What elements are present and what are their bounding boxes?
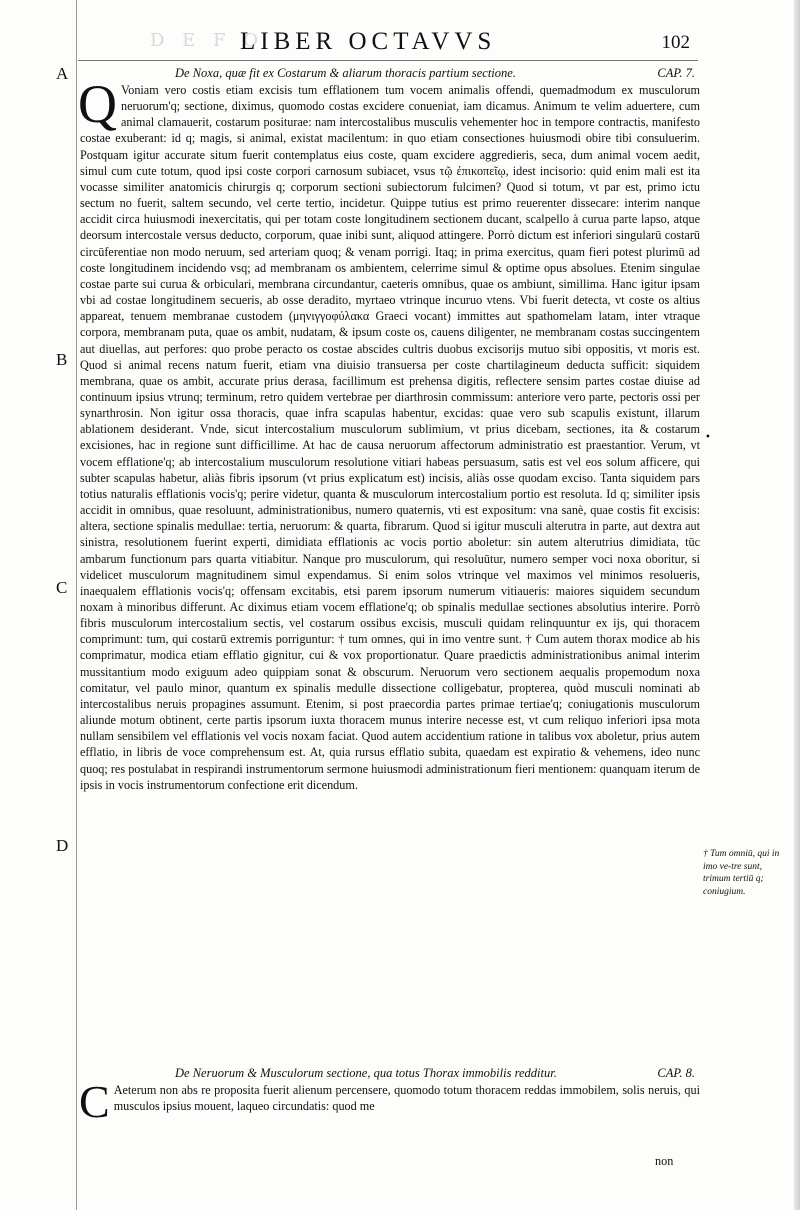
running-head — [240, 28, 690, 58]
chapter-7-title: De Noxa, quæ fit ex Costarum & aliarum thoracis partium sectione. — [175, 66, 516, 80]
chapter-7-text: Voniam vero costis etiam excisis tum efflationem tum vocem animalis offendi, quemadmodum ex musculorum neruorum'q; sectione, diximus, quomodo costas excidere conueniat, iam dicamus. Animum te velim aduertere, cum animal clamauerit, costarum positurae: nam intercostalibus musculis vehementer hoc in tempore contractis, manifesto costae exuberant: id q; magis, si animal, existat macilentum: in quo etiam consectiones huiusmodi obire tibi consuluerim. Postquam igitur accurate situm fuerit contemplatus eius coste, quam excidere aggredieris, seca, dum animal vocem aedit, simul cum cute totum, quod ipsi coste corpori carnosum subiacet, vsus τῷ ἐπικοπεῖῳ, idest incisorio: quid enim mali est ita vocasse similiter anatomicis chirurgis q; corporum sectioni subiectorum fulcimen? Quod si totum, vt par est, primo ictu sectum no fuerit, saltem secundo, vel certe tertio, incidetur. Quippe tutius est primo reuerenter dissecare: interim nanque accidit circa huiusmodi inexercitatis, qui per totam coste longitudinem sectionem ducant, scalpello à curua parte lapso, atque deorsum intercostale versus deducto, corporum, quae inibi sunt, aliquod attingere. Porrò dictum est inferiori singularū costarū circūferentiae non modo neruum, sed arteriam quoq; & venam porrigi. Itaq; in prima exercitus, quam fieri potest plurimū ad coste longitudinem incidendo vsq; ad membranam os ambientem, celerrime simul & optime opus absolues. Etenim singulae costae parte sui curua & orbiculari, membrana circundantur, caeteris omnibus, quae os ambiunt, simillima. Hanc igitur ipsam vbi ad costae longitudinem secueris, ab osse deradito, myrtaeo vtrinque incuruo vtens. Vbi fuerit detecta, vt coste os altius appareat, tenuem membranae custodem (μηνιγγοφύλακα Graeci vocant) immittes aut spathomelam latam, inter vtraque corpora, membranam puta, quae os ambit, nudatam, & ipsum coste os, cauens diligenter, ne membranam costas succingentem aut diuellas, aut perfores: quo probe peracto os costae abscides cultris duobus excisorijs mutuo sibi oppositis, vt moris est. Quod si animal recens natum fuerit, etiam vna diuisio transuersa per coste chartilagineum deducta sufficit: siquidem membrana, quae os ambit, accurate prius derasa, facillimum est prehensa digitis, reflectere sensim partes costae diuise ad continuum ipsius vtrunq; terminum, retro quidem vertebrae per diarthrosin commissum: anteriore vero parte, pectoris ossi per synarthrosin. Non igitur ossa thoracis, quae infra scapulas habentur, excidas: quae vero sub scapulis existunt, illarum ablationem desiderant. Vnde, sicut intercostalium musculorum sublimium, vt prius dicebam, sectiones, ita & costarum excisiones, hac in regione sunt difficillime. At hac de causa neruorum affectorum administratio est praestantior. Verum, vt vocem efflatione'q; ab intercostalium musculorum resolutione vitiari habeas persuasum, satis est vel eos solum afficere, qui subter scapulas habetur, aliàs fibris ipsorum (vt prius explicatum est) incisis, aliàs osse quodam exciso. Tanta siquidem pars totius naturalis efflationis vocis'q; perire videtur, quanta & musculorum intercostalium portio est resoluta. Id q; similiter ipsis accidit in omnibus, quae resoluunt, administrationibus, numero quaternis, vti est expositum: vna sanè, quae costis fit excisis: altera, sectione spinalis medullae: tertia, neruorum: & quarta, fibrarum. Quod si igitur musculi alterutra in parte, aut dextra aut sinistra, resolutionem fuerint experti, dimidiata efflationis ac vocis portio aboletur: sin autem alterutrius dimidiata, tūc ambarum functionum pars quarta vitiabitur. Nanque pro musculorum, qui resoluūtur, numero semper voci noxa oboritur, si videlicet musculorum magnitudinem simul expendamus. Si enim solos vtrinque vel maximos vel minimos resolueris, inaequalem efflationis vocis'q; offensam excitabis, etsi parem ipsorum numerum vitiaueris: maiores siquidem secundum noxam à minoribus differunt. Ac diximus etiam vocem efflatione'q; ob spinalis medullae sectiones absolutius interire. Porrò fibris musculorum intercostalium sectis, vel costarum ossibus excisis, musculi quidam relinquuntur ex ijs, qui thoracem comprimunt: tum, qui costarū extremis porriguntur: † tum omnes, qui in imo ventre sunt. † Cum autem thorax modice ab his comprimatur, modica etiam efflatio gignitur, cui & vox proportionatur. Quare praedictis administrationibus animal interim mussitantium modo exiguum adeo quippiam sonat & obscurum. Neruorum vero sectionem aequalis propemodum noxa comitatur, vel paulo minor, quantum ex spinalis medulle dissectione colligebatur, propterea, quòd musculi nominati ab intercostalibus neruis propagines assumunt. Etenim, si post praecordia partes primae tertiae'q; coniugationis musculorum aliunde motum obtinent, certe partis ipsorum iuxta thoracem munus interire necesse est, vt cum reliquo inferiori ipsa mota nullam sensibilem vel efflationis vel vocis noxam faciat. Quod autem accidentium ratione in talibus vox aboletur, prius autem efflatio, in libris de voce comprehensum est. At, quia rursus efflatio subita, quaedam est expiratio & vehemens, ideo nunc quoq; res postulabat in respirandi instrumentorum sermone huiusmodi administrationum fieri mentionem: quanquam iterum de ipsis in vocis instrumentorum confectione erit dicendum. — [80, 83, 700, 792]
chapter-8-heading — [175, 1066, 695, 1081]
margin-letter-a: A — [56, 64, 69, 83]
chapter-8-body — [79, 1076, 700, 1127]
marginal-note: † Tum omniū, qui in imo ve-tre sunt, trimum tertiū q; coniugium. — [703, 849, 780, 897]
chapter-8-title: De Neruorum & Musculorum sectione, qua totus Thorax immobilis redditur. — [175, 1066, 557, 1080]
page-edge — [794, 0, 800, 1210]
margin-letter-c: C — [56, 578, 68, 597]
catchword: non — [655, 1154, 674, 1168]
margin-dot: • — [705, 432, 711, 443]
gutter-rule — [76, 0, 77, 1210]
margin-letter-b: B — [56, 350, 68, 369]
chapter-8-number: CAP. 8. — [657, 1066, 695, 1080]
margin-letter-d: D — [56, 836, 69, 855]
chapter-7-heading — [175, 66, 695, 81]
chapter-7-number: CAP. 7. — [657, 66, 695, 80]
head-rule — [78, 60, 698, 61]
chapter-7-body — [78, 74, 700, 793]
folio-number: 102 — [661, 32, 690, 53]
running-title: LIBER OCTAVVS — [240, 28, 497, 55]
drop-cap-q: Q — [78, 74, 117, 134]
show-through-text: D E F O — [150, 30, 264, 51]
drop-cap-c: C — [79, 1076, 110, 1127]
chapter-8-text: Aeterum non abs re proposita fuerit alienum percensere, quomodo totum thoracem reddas immobilem, solis neruis, qui musculos ipsius mouent, laqueo circundatis: quod me — [113, 1083, 700, 1114]
